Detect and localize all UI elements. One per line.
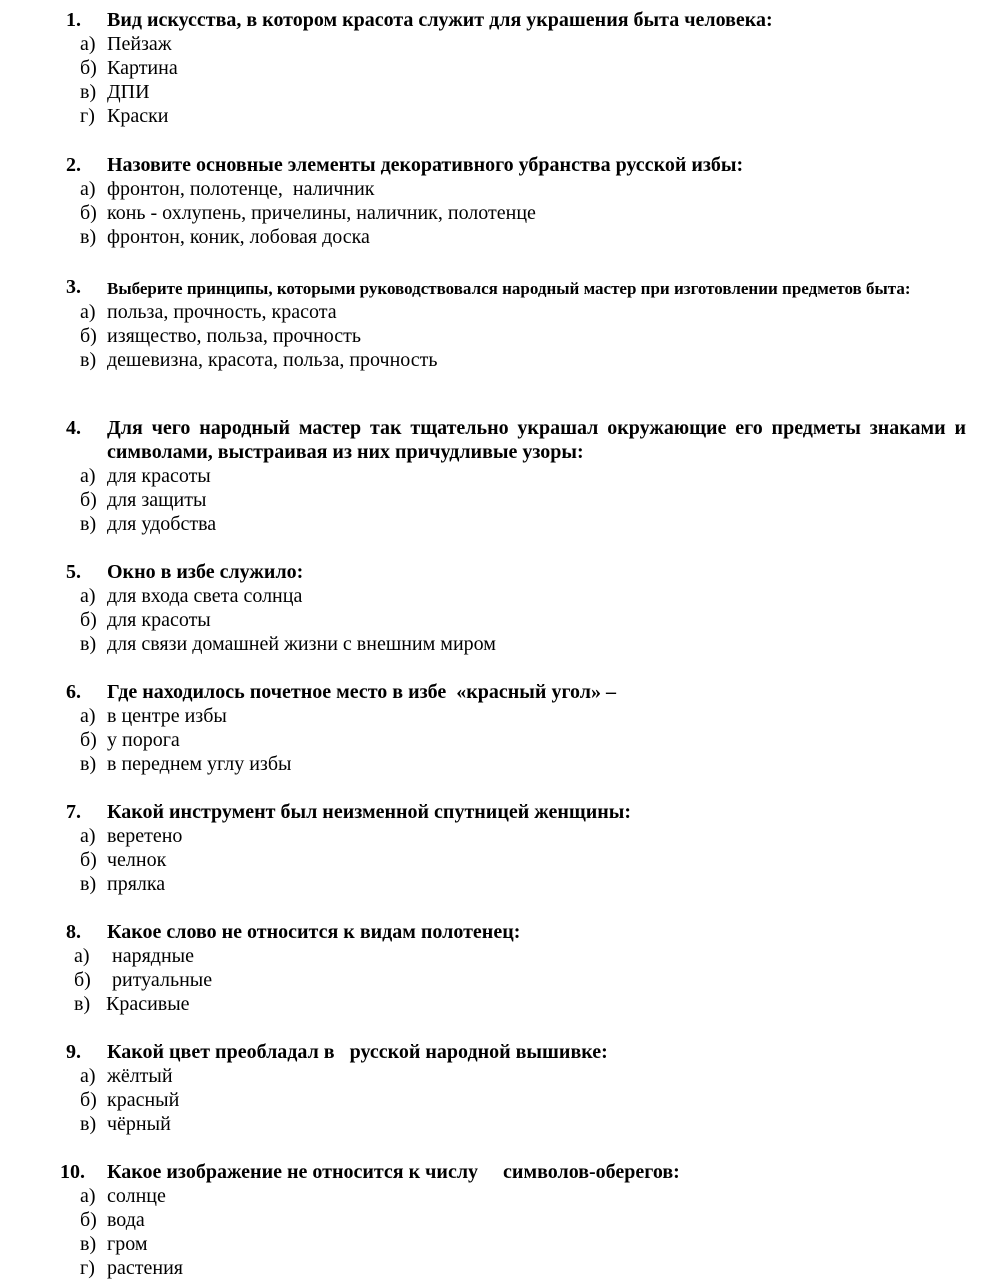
question-10	[60, 1160, 960, 1280]
question-text: Какой цвет преобладал в русской народной вышивке:	[107, 1041, 608, 1063]
option-letter: в)	[80, 226, 97, 248]
question-5	[66, 560, 966, 656]
option-letter: а)	[80, 301, 96, 323]
question-number: 1.	[66, 9, 81, 31]
option-text: фронтон, коник, лобовая доска	[107, 226, 370, 248]
question-2	[66, 153, 966, 249]
question-8	[66, 920, 966, 1016]
question-number: 7.	[66, 801, 81, 823]
question-heading	[66, 920, 966, 944]
question-heading	[66, 8, 966, 32]
option-letter: б)	[80, 57, 97, 79]
question-heading	[66, 560, 966, 584]
answer-option	[66, 512, 966, 536]
option-letter: а)	[80, 33, 96, 55]
question-heading	[66, 1040, 966, 1064]
option-letter: в)	[80, 1113, 97, 1135]
option-letter: а)	[80, 178, 96, 200]
question-1	[66, 8, 966, 128]
question-number: 3.	[66, 276, 81, 298]
question-number: 5.	[66, 561, 81, 583]
question-heading	[66, 416, 966, 464]
option-letter: а)	[80, 1185, 96, 1207]
option-letter: б)	[80, 202, 97, 224]
answer-option	[66, 944, 966, 968]
question-9	[66, 1040, 966, 1136]
option-text: Пейзаж	[107, 33, 172, 55]
answer-option	[66, 608, 966, 632]
question-text: Где находилось почетное место в избе «красный угол» –	[107, 681, 616, 703]
answer-option	[60, 1184, 960, 1208]
option-text: конь - охлупень, причелины, наличник, полотенце	[107, 202, 536, 224]
option-letter: в)	[80, 753, 97, 775]
question-heading	[66, 800, 966, 824]
answer-option	[66, 872, 966, 896]
option-text: для красоты	[107, 465, 211, 487]
answer-option	[66, 488, 966, 512]
option-letter: б)	[80, 729, 97, 751]
option-text: дешевизна, красота, польза, прочность	[107, 349, 438, 371]
answer-option	[66, 992, 966, 1016]
option-letter: г)	[80, 1257, 95, 1279]
option-text: для красоты	[107, 609, 211, 631]
answer-option	[66, 300, 966, 324]
option-letter: а)	[74, 945, 90, 967]
option-text: челнок	[107, 849, 167, 871]
question-6	[66, 680, 966, 776]
option-letter: в)	[80, 349, 97, 371]
question-number: 8.	[66, 921, 81, 943]
answer-option	[66, 824, 966, 848]
option-text: жёлтый	[107, 1065, 173, 1087]
option-text: ДПИ	[107, 81, 150, 103]
option-letter: б)	[80, 489, 97, 511]
option-text: чёрный	[107, 1113, 171, 1135]
question-text: Вид искусства, в котором красота служит для украшения быта человека:	[107, 9, 773, 31]
question-heading	[66, 276, 966, 300]
option-letter: в)	[80, 1233, 97, 1255]
option-letter: б)	[80, 325, 97, 347]
option-letter: в)	[80, 873, 97, 895]
question-heading	[66, 680, 966, 704]
answer-option	[60, 1208, 960, 1232]
answer-option	[66, 968, 966, 992]
answer-option	[66, 848, 966, 872]
question-text: Выберите принципы, которыми руководствовался народный мастер при изготовлении предметов быта:	[107, 279, 911, 298]
answer-option	[66, 80, 966, 104]
option-text: в переднем углу избы	[107, 753, 292, 775]
option-text: красный	[107, 1089, 180, 1111]
question-text: Какое слово не относится к видам полотенец:	[107, 921, 521, 943]
option-letter: б)	[74, 969, 91, 991]
option-text: вода	[107, 1209, 145, 1231]
question-text: Окно в избе служило:	[107, 561, 304, 583]
option-letter: в)	[80, 81, 97, 103]
option-text: солнце	[107, 1185, 166, 1207]
question-text: Для чего народный мастер так тщательно украшал окружающие его предметы знаками и символами, выстраивая из них причудливые узоры:	[107, 417, 966, 463]
option-text: польза, прочность, красота	[107, 301, 337, 323]
question-heading	[60, 1160, 960, 1184]
question-text: Назовите основные элементы декоративного убранства русской избы:	[107, 154, 744, 176]
question-3	[66, 276, 966, 372]
question-number: 6.	[66, 681, 81, 703]
option-text: в центре избы	[107, 705, 227, 727]
answer-option	[66, 177, 966, 201]
option-text: ритуальные	[112, 969, 213, 991]
answer-option	[66, 324, 966, 348]
option-letter: а)	[80, 825, 96, 847]
option-letter: б)	[80, 609, 97, 631]
answer-option	[66, 56, 966, 80]
option-text: нарядные	[112, 945, 194, 967]
question-number: 4.	[66, 417, 81, 439]
answer-option	[66, 584, 966, 608]
option-text: для удобства	[107, 513, 217, 535]
question-text: Какое изображение не относится к числу символов-оберегов:	[107, 1161, 680, 1183]
answer-option	[66, 704, 966, 728]
answer-option	[66, 752, 966, 776]
option-letter: а)	[80, 465, 96, 487]
option-letter: б)	[80, 1089, 97, 1111]
option-text: прялка	[107, 873, 166, 895]
option-text: для связи домашней жизни с внешним миром	[107, 633, 496, 655]
question-number: 9.	[66, 1041, 81, 1063]
question-heading	[66, 153, 966, 177]
option-letter: в)	[80, 633, 97, 655]
option-text: для входа света солнца	[107, 585, 303, 607]
answer-option	[66, 225, 966, 249]
option-text: гром	[107, 1233, 148, 1255]
answer-option	[66, 201, 966, 225]
question-number: 2.	[66, 154, 81, 176]
answer-option	[66, 464, 966, 488]
option-text: Красивые	[106, 993, 190, 1015]
option-text: Краски	[107, 105, 169, 127]
option-letter: а)	[80, 705, 96, 727]
question-text: Какой инструмент был неизменной спутницей женщины:	[107, 801, 632, 823]
option-text: растения	[107, 1257, 183, 1279]
answer-option	[66, 728, 966, 752]
answer-option	[66, 632, 966, 656]
answer-option	[66, 1064, 966, 1088]
option-letter: а)	[80, 585, 96, 607]
option-text: изящество, польза, прочность	[107, 325, 362, 347]
answer-option	[60, 1256, 960, 1280]
option-letter: б)	[80, 849, 97, 871]
option-letter: б)	[80, 1209, 97, 1231]
answer-option	[66, 104, 966, 128]
option-letter: в)	[80, 513, 97, 535]
answer-option	[66, 32, 966, 56]
answer-option	[60, 1232, 960, 1256]
question-4	[66, 416, 966, 536]
option-text: веретено	[107, 825, 183, 847]
option-letter: а)	[80, 1065, 96, 1087]
answer-option	[66, 348, 966, 372]
answer-option	[66, 1088, 966, 1112]
option-letter: в)	[74, 993, 91, 1015]
option-text: Картина	[107, 57, 178, 79]
option-text: фронтон, полотенце, наличник	[107, 178, 375, 200]
option-text: для защиты	[107, 489, 207, 511]
option-text: у порога	[107, 729, 180, 751]
question-number: 10.	[60, 1161, 85, 1183]
answer-option	[66, 1112, 966, 1136]
option-letter: г)	[80, 105, 95, 127]
question-7	[66, 800, 966, 896]
